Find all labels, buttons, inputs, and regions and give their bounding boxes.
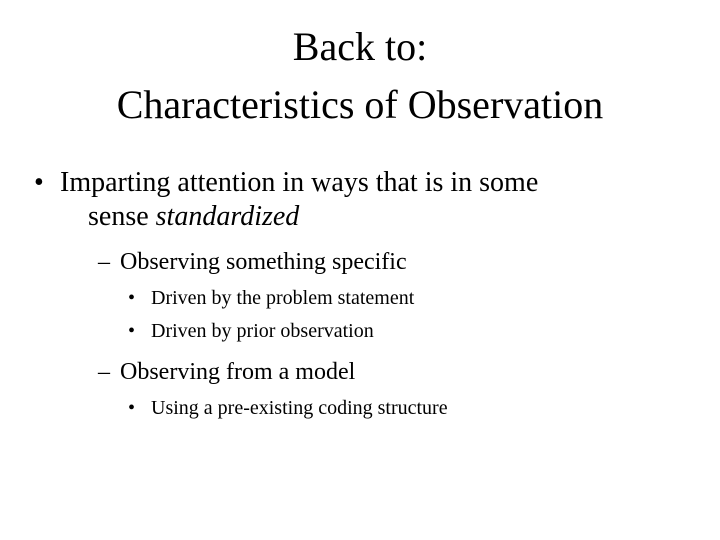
bullet-dot: • xyxy=(128,320,136,342)
list-item-level3-text: Driven by the problem statement xyxy=(151,287,415,309)
list-item-level3-text: Driven by prior observation xyxy=(151,320,374,342)
bullet-dot: • xyxy=(34,167,44,198)
emphasized-text: standardized xyxy=(155,201,300,232)
list-item-level1-line1: Imparting attention in ways that is in some xyxy=(60,167,539,198)
list-item-level2-dash xyxy=(98,247,110,277)
list-item-level3-text: Using a pre-existing coding structure xyxy=(151,397,448,419)
list-item-level2-text: Observing from a model xyxy=(120,359,356,385)
list-item-level1-bullet xyxy=(34,166,44,200)
bullet-dot: • xyxy=(128,287,136,309)
list-item-level1-line2 xyxy=(88,200,299,234)
text-prefix: sense xyxy=(88,201,156,232)
bullet-dash: – xyxy=(98,359,110,385)
title-line-1: Back to: xyxy=(292,24,428,69)
list-item-level3-bullet xyxy=(128,285,135,311)
list-item-level3-bullet xyxy=(128,318,135,344)
bullet-dot: • xyxy=(128,397,136,419)
list-item-level3-bullet xyxy=(128,395,135,421)
title-line-2: Characteristics of Observation xyxy=(116,82,604,127)
list-item-level2-dash xyxy=(98,357,110,387)
list-item-level2-text: Observing something specific xyxy=(120,249,407,275)
bullet-dash: – xyxy=(98,249,110,275)
